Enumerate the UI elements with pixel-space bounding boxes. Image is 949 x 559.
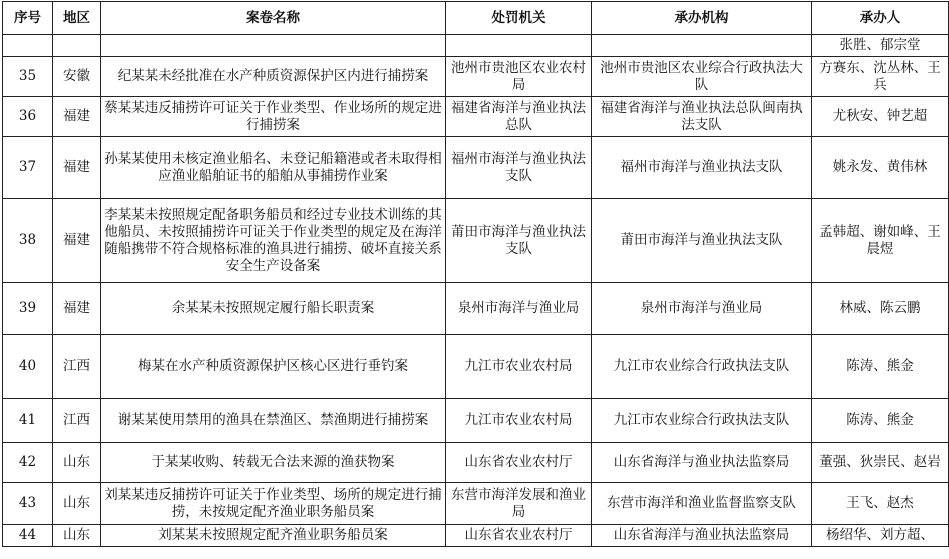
header-case-name: 案卷名称 [101,2,446,35]
cell-case: 孙某某使用未核定渔业船名、未登记船籍港或者未取得相应渔业船舶证书的船舶从事捕捞作业案 [101,137,446,199]
table-row [3,335,949,399]
cell-case: 蔡某某违反捕捞许可证关于作业类型、作业场所的规定进行捕捞案 [101,97,446,137]
cell-office: 东营市海洋和渔业监督监察支队 [592,483,812,525]
cell-handlers: 张胜、郁宗堂 [812,35,949,57]
cell-handlers: 陈涛、熊金 [812,399,949,443]
cell-region: 福建 [53,97,101,137]
table-row [3,483,949,525]
case-table [2,1,949,547]
cell-case: 谢某某使用禁用的渔具在禁渔区、禁渔期进行捕捞案 [101,399,446,443]
cell-no: 37 [3,137,53,199]
cell-handlers: 王飞、赵杰 [812,483,949,525]
cell-no [3,35,53,57]
table-row [3,199,949,283]
cell-handlers: 董强、狄崇民、赵岩 [812,443,949,483]
table-row [3,399,949,443]
cell-office: 九江市农业综合行政执法支队 [592,335,812,399]
cell-region: 江西 [53,399,101,443]
cell-handlers: 方赛东、沈丛林、王兵 [812,57,949,97]
cell-office: 九江市农业综合行政执法支队 [592,399,812,443]
cell-region: 山东 [53,443,101,483]
cell-case: 李某某未按照规定配备职务船员和经过专业技术训练的其他船员、未按照捕捞许可证关于作业类型的规定及在海洋随船携带不符合规格标准的渔具进行捕捞、破坏直接关系安全生产设备案 [101,199,446,283]
cell-handlers: 林威、陈云鹏 [812,283,949,335]
cell-authority: 泉州市海洋与渔业局 [446,283,592,335]
cell-authority: 莆田市海洋与渔业执法支队 [446,199,592,283]
cell-office: 福州市海洋与渔业执法支队 [592,137,812,199]
cell-office: 山东省海洋与渔业执法监察局 [592,525,812,547]
cell-region [53,35,101,57]
cell-handlers: 陈涛、熊金 [812,335,949,399]
cell-region: 福建 [53,199,101,283]
table-row [3,443,949,483]
cell-no: 40 [3,335,53,399]
cell-handlers: 尤秋安、钟艺超 [812,97,949,137]
cell-authority [446,35,592,57]
cell-office: 泉州市海洋与渔业局 [592,283,812,335]
cell-authority: 山东省农业农村厅 [446,443,592,483]
header-handlers: 承办人 [812,2,949,35]
cell-authority: 福建省海洋与渔业执法总队 [446,97,592,137]
cell-office: 福建省海洋与渔业执法总队闽南执法支队 [592,97,812,137]
cell-authority: 山东省农业农村厅 [446,525,592,547]
cell-region: 山东 [53,525,101,547]
cell-case: 于某某收购、转载无合法来源的渔获物案 [101,443,446,483]
cell-office: 莆田市海洋与渔业执法支队 [592,199,812,283]
table-row-partial [3,35,949,57]
cell-case: 余某某未按照规定履行船长职责案 [101,283,446,335]
cell-region: 安徽 [53,57,101,97]
header-no: 序号 [3,2,53,35]
table-row [3,525,949,547]
cell-no: 38 [3,199,53,283]
cell-no: 42 [3,443,53,483]
cell-region: 福建 [53,283,101,335]
cell-case: 刘某某未按照规定配齐渔业职务船员案 [101,525,446,547]
cell-no: 39 [3,283,53,335]
cell-case: 纪某某未经批准在水产种质资源保护区内进行捕捞案 [101,57,446,97]
cell-region: 福建 [53,137,101,199]
cell-no: 35 [3,57,53,97]
cell-case [101,35,446,57]
table-row [3,137,949,199]
cell-handlers: 姚永发、黄伟林 [812,137,949,199]
cell-case: 刘某某违反捕捞许可证关于作业类型、场所的规定进行捕捞，未按规定配齐渔业职务船员案 [101,483,446,525]
cell-authority: 九江市农业农村局 [446,399,592,443]
cell-handlers: 孟韩超、谢如峰、王晨煜 [812,199,949,283]
header-row [3,2,949,35]
cell-region: 江西 [53,335,101,399]
header-office: 承办机构 [592,2,812,35]
header-authority: 处罚机关 [446,2,592,35]
cell-office: 池州市贵池区农业综合行政执法大队 [592,57,812,97]
cell-no: 44 [3,525,53,547]
cell-authority: 池州市贵池区农业农村局 [446,57,592,97]
cell-no: 41 [3,399,53,443]
cell-office [592,35,812,57]
cell-region: 山东 [53,483,101,525]
cell-authority: 九江市农业农村局 [446,335,592,399]
cell-authority: 东营市海洋发展和渔业局 [446,483,592,525]
cell-office: 山东省海洋与渔业执法监察局 [592,443,812,483]
cell-case: 梅某在水产种质资源保护区核心区进行垂钓案 [101,335,446,399]
table-row [3,97,949,137]
header-region: 地区 [53,2,101,35]
cell-authority: 福州市海洋与渔业执法支队 [446,137,592,199]
cell-no: 36 [3,97,53,137]
cell-no: 43 [3,483,53,525]
table-row [3,283,949,335]
table-row [3,57,949,97]
cell-handlers: 杨绍华、刘方超、 [812,525,949,547]
